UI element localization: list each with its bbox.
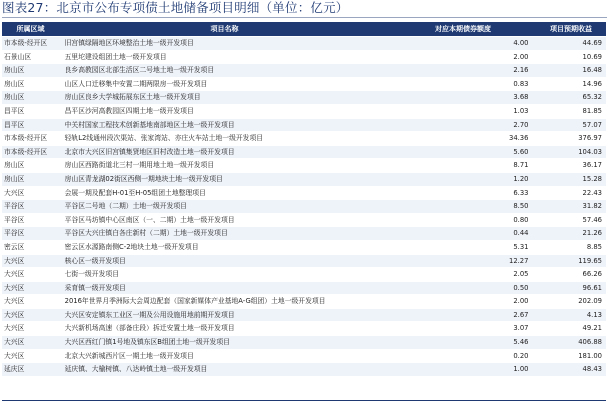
cell-expected-revenue: 14.96 [582, 79, 602, 88]
cell-project-name: 轻轨L2线通州段次渠站、张家湾站、亦庄火车站土地一级开发项目 [64, 134, 264, 143]
cell-region: 平谷区 [4, 215, 25, 224]
cell-project-name: 大兴区西红门镇1号地及镇东区B组团土地一级开发项目 [64, 338, 230, 347]
cell-project-name: 五里坨建设组团土地一级开发项目 [64, 52, 167, 61]
table-row [2, 241, 606, 255]
cell-expected-revenue: 57.46 [582, 215, 602, 224]
cell-project-name: 延庆镇、大榆树镇、八达岭镇土地一级开发项目 [64, 365, 208, 374]
cell-region: 房山区 [4, 66, 25, 75]
cell-bond-amount: 0.83 [513, 79, 529, 88]
cell-bond-amount: 8.71 [513, 161, 529, 170]
cell-bond-amount: 5.60 [513, 147, 529, 156]
cell-region: 房山区 [4, 161, 25, 170]
table-row [2, 64, 606, 78]
cell-project-name: 房山区良乡大学城拓展东区土地一级开发项目 [64, 93, 201, 102]
cell-region: 昌平区 [4, 120, 25, 129]
table-row [2, 119, 606, 133]
table-row [2, 227, 606, 241]
cell-bond-amount: 0.44 [513, 229, 529, 238]
cell-expected-revenue: 119.65 [578, 256, 602, 265]
cell-bond-amount: 2.70 [513, 120, 529, 129]
cell-expected-revenue: 376.97 [578, 134, 602, 143]
cell-expected-revenue: 48.43 [582, 365, 602, 374]
cell-expected-revenue: 49.21 [582, 324, 602, 333]
cell-bond-amount: 34.36 [509, 134, 529, 143]
cell-project-name: 大兴新机场高速（部备庄段）拆迁安置土地一级开发项目 [64, 324, 235, 333]
cell-project-name: 平谷区马坊镇中心区南区（一、二期）土地一级开发项目 [64, 215, 235, 224]
cell-expected-revenue: 4.13 [586, 310, 602, 319]
cell-project-name: 山区人口迁移集中安置二期两限房一级开发项目 [64, 79, 208, 88]
cell-expected-revenue: 31.82 [582, 202, 602, 211]
cell-region: 昌平区 [4, 106, 25, 115]
cell-bond-amount: 2.00 [513, 52, 529, 61]
table-row [2, 132, 606, 146]
cell-bond-amount: 1.00 [513, 365, 529, 374]
cell-region: 大兴区 [4, 338, 25, 347]
cell-region: 密云区 [4, 242, 25, 251]
table-row [2, 51, 606, 65]
project-table [2, 22, 606, 377]
cell-bond-amount: 4.00 [513, 39, 529, 47]
cell-expected-revenue: 104.03 [578, 147, 602, 156]
table-row [2, 146, 606, 160]
cell-project-name: 房山区西路街道北三村一期用地土地一级开发项目 [64, 161, 215, 170]
cell-region: 大兴区 [4, 351, 25, 360]
cell-project-name: 昌平区沙河高教园区四期土地一级开发项目 [64, 106, 194, 115]
cell-bond-amount: 0.20 [513, 351, 529, 360]
cell-region: 大兴区 [4, 297, 25, 306]
cell-expected-revenue: 8.85 [586, 242, 602, 251]
header-bond-amount: 对应本期债券额度 [435, 25, 491, 33]
cell-project-name: 平谷区大兴庄镇白各庄新村（二期）土地一级开发项目 [64, 229, 228, 238]
cell-bond-amount: 0.50 [513, 283, 529, 292]
table-bottom-rule [2, 400, 606, 401]
header-expected-revenue: 项目预期收益 [550, 25, 592, 33]
cell-bond-amount: 5.46 [513, 338, 529, 347]
cell-project-name: 良乡高教园区北部生活区二号地土地一级开发项目 [64, 66, 215, 75]
cell-bond-amount: 2.67 [513, 310, 529, 319]
cell-expected-revenue: 406.88 [578, 338, 602, 347]
cell-project-name: 平谷区二号地（二期）土地一级开发项目 [64, 202, 187, 211]
table-row [2, 105, 606, 119]
cell-region: 房山区 [4, 79, 25, 88]
title-divider [2, 17, 607, 18]
cell-bond-amount: 12.27 [509, 256, 529, 265]
cell-region: 大兴区 [4, 283, 25, 292]
cell-expected-revenue: 15.28 [582, 174, 602, 183]
cell-bond-amount: 3.68 [513, 93, 529, 102]
cell-bond-amount: 2.05 [513, 270, 529, 279]
cell-region: 市本级-经开区 [4, 147, 48, 156]
cell-region: 房山区 [4, 93, 25, 102]
cell-region: 大兴区 [4, 324, 25, 333]
cell-region: 房山区 [4, 174, 25, 183]
header-project-name: 项目名称 [210, 25, 239, 33]
cell-project-name: 中关村国家工程技术创新基地南部地区土地一级开发项目 [64, 120, 235, 129]
cell-region: 大兴区 [4, 256, 25, 265]
table-row [2, 159, 606, 173]
table-row [2, 350, 606, 364]
table-header-row [2, 22, 606, 37]
cell-bond-amount: 5.31 [513, 242, 529, 251]
cell-expected-revenue: 181.00 [578, 351, 602, 360]
table-row [2, 268, 606, 282]
cell-expected-revenue: 81.85 [582, 106, 602, 115]
table-row [2, 309, 606, 323]
table-row [2, 200, 606, 214]
table-row [2, 173, 606, 187]
cell-expected-revenue: 16.48 [582, 66, 602, 75]
cell-project-name: 大兴区安定镇东工业区一期及公用设施用地前期开发项目 [64, 310, 235, 319]
cell-bond-amount: 6.33 [513, 188, 529, 197]
cell-expected-revenue: 10.69 [582, 52, 602, 61]
cell-region: 市本级-经开区 [4, 134, 48, 143]
table-row [2, 91, 606, 105]
cell-region: 平谷区 [4, 229, 25, 238]
cell-project-name: 七街一级开发项目 [64, 270, 119, 279]
cell-bond-amount: 3.07 [513, 324, 529, 333]
table-row [2, 363, 606, 377]
cell-expected-revenue: 21.26 [582, 229, 602, 238]
cell-region: 石景山区 [4, 52, 32, 61]
table-row [2, 322, 606, 336]
cell-project-name: 房山区青龙湖02街区西侧一期地块土地一级开发项目 [64, 174, 223, 183]
cell-bond-amount: 1.20 [513, 174, 529, 183]
cell-expected-revenue: 202.09 [578, 297, 602, 306]
table-row [2, 214, 606, 228]
table-row [2, 336, 606, 350]
cell-expected-revenue: 57.07 [582, 120, 602, 129]
cell-project-name: 核心区一级开发项目 [64, 256, 126, 265]
cell-project-name: 北京市大兴区旧宫镇集贤地区旧村改造土地一级开发项目 [64, 147, 235, 156]
cell-expected-revenue: 36.17 [582, 161, 602, 170]
cell-region: 延庆区 [4, 365, 25, 374]
cell-region: 大兴区 [4, 270, 25, 279]
cell-project-name: 采育镇一级开发项目 [64, 283, 126, 292]
cell-expected-revenue: 66.26 [582, 270, 602, 279]
cell-bond-amount: 8.50 [513, 202, 529, 211]
table-row [2, 78, 606, 92]
table-row [2, 282, 606, 296]
table-row [2, 255, 606, 269]
cell-project-name: 北京大兴新城西片区一期土地一级开发项目 [64, 351, 194, 360]
table-title: 图表27：北京市公布专项债土地储备项目明细（单位：亿元） [2, 0, 349, 15]
cell-bond-amount: 2.16 [513, 66, 529, 75]
cell-project-name: 密云区水源路南侧C-2地块土地一级开发项目 [64, 242, 199, 251]
cell-region: 市本级-经开区 [4, 39, 48, 47]
cell-project-name: 旧宫镇绿隔地区环境整治土地一级开发项目 [64, 39, 194, 47]
cell-bond-amount: 2.00 [513, 297, 529, 306]
cell-region: 大兴区 [4, 188, 25, 197]
header-region: 所属区域 [16, 25, 45, 33]
cell-region: 大兴区 [4, 310, 25, 319]
cell-expected-revenue: 44.69 [582, 39, 602, 47]
cell-expected-revenue: 22.43 [582, 188, 602, 197]
cell-project-name: 2016年世界月季洲际大会周边配套（国家新媒体产业基地A-G组团）土地一级开发项目 [64, 297, 326, 306]
cell-project-name: 会展一期及配套H-01至H-05组团土地整理项目 [64, 188, 206, 197]
cell-region: 平谷区 [4, 202, 25, 211]
cell-expected-revenue: 96.61 [582, 283, 602, 292]
table-row [2, 187, 606, 201]
cell-expected-revenue: 65.32 [582, 93, 602, 102]
table-row [2, 37, 606, 51]
table-body [2, 37, 606, 377]
cell-bond-amount: 1.03 [513, 106, 529, 115]
cell-bond-amount: 0.80 [513, 215, 529, 224]
table-row [2, 295, 606, 309]
